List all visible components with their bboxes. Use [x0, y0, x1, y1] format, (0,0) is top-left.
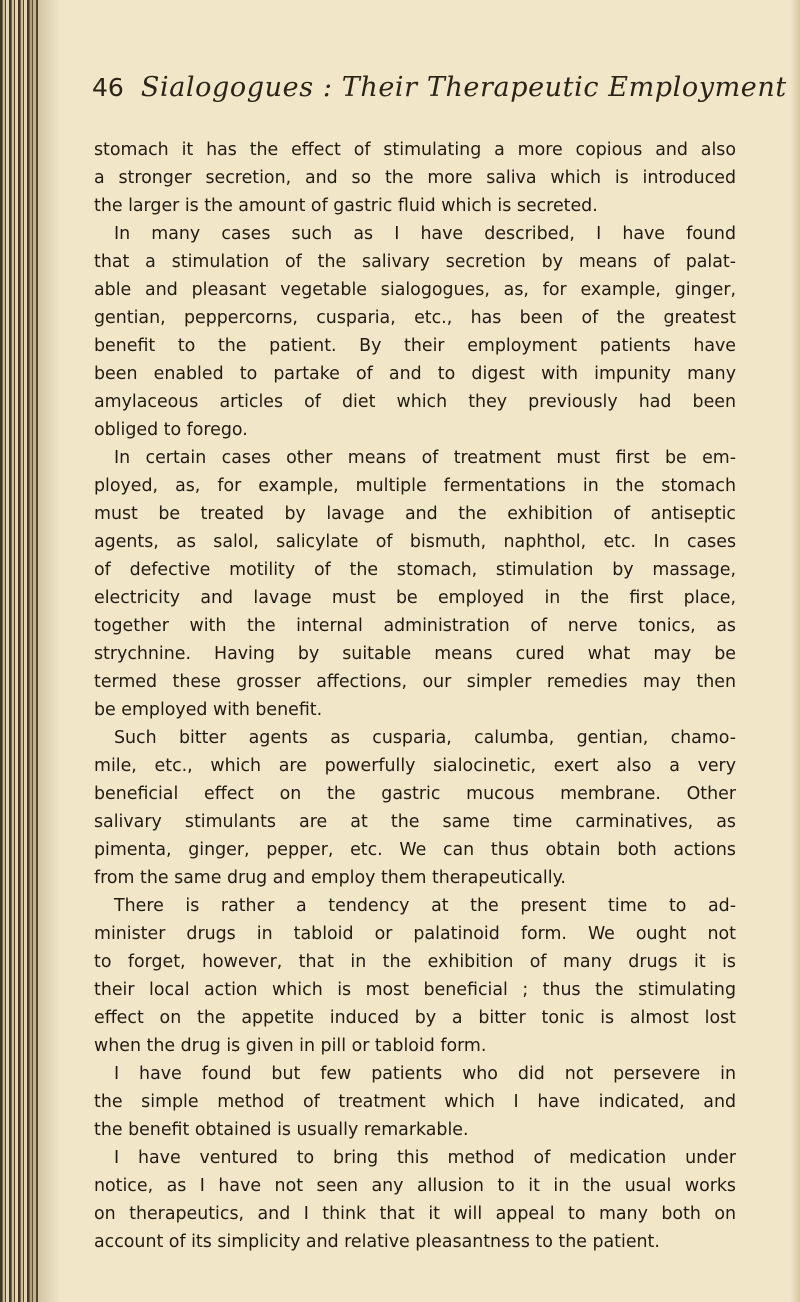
- text-line: of defective motility of the stomach, stimulation by massage,: [94, 560, 736, 580]
- text-line: be employed with benefit.: [94, 700, 323, 720]
- text-line: amylaceous articles of diet which they previously had been: [94, 392, 736, 412]
- text-line: Such bitter agents as cusparia, calumba, gentian, chamo-: [114, 728, 736, 748]
- text-line: pimenta, ginger, pepper, etc. We can thus obtain both actions: [94, 840, 736, 860]
- text-line: their local action which is most beneficial ; thus the stimulating: [94, 980, 736, 1000]
- text-line: In many cases such as I have described, I have found: [114, 224, 736, 244]
- text-line: been enabled to partake of and to digest with impunity many: [94, 364, 736, 384]
- text-line: minister drugs in tabloid or palatinoid form. We ought not: [94, 924, 736, 944]
- text-line: the simple method of treatment which I have indicated, and: [94, 1092, 736, 1112]
- text-line: account of its simplicity and relative pleasantness to the patient.: [94, 1232, 660, 1252]
- text-line: a stronger secretion, and so the more saliva which is introduced: [94, 168, 736, 188]
- text-line: on therapeutics, and I think that it will appeal to many both on: [94, 1204, 736, 1224]
- text-line: benefit to the patient. By their employment patients have: [94, 336, 736, 356]
- text-line: agents, as salol, salicylate of bismuth, naphthol, etc. In cases: [94, 532, 736, 552]
- text-line: In certain cases other means of treatment must first be em-: [114, 448, 736, 468]
- text-line: beneficial effect on the gastric mucous membrane. Other: [94, 784, 736, 804]
- page-number: 46: [92, 73, 124, 102]
- text-line: electricity and lavage must be employed in the first place,: [94, 588, 736, 608]
- text-line: termed these grosser affections, our simpler remedies may then: [94, 672, 736, 692]
- text-line: strychnine. Having by suitable means cured what may be: [94, 644, 736, 664]
- text-line: to forget, however, that in the exhibition of many drugs it is: [94, 952, 736, 972]
- text-line: There is rather a tendency at the present time to ad-: [114, 896, 736, 916]
- text-line: the benefit obtained is usually remarkable.: [94, 1120, 469, 1140]
- text-line: the larger is the amount of gastric fluid which is secreted.: [94, 196, 598, 216]
- text-line: gentian, peppercorns, cusparia, etc., has been of the greatest: [94, 308, 736, 328]
- gutter-shadow: [30, 0, 60, 1302]
- body-text: [94, 136, 736, 1256]
- running-title: Sialogogues : Their Therapeutic Employment: [140, 72, 787, 103]
- text-line: notice, as I have not seen any allusion to it in the usual works: [94, 1176, 736, 1196]
- text-line: I have found but few patients who did not persevere in: [114, 1064, 736, 1084]
- text-line: able and pleasant vegetable sialogogues, as, for example, ginger,: [94, 280, 736, 300]
- text-line: obliged to forego.: [94, 420, 248, 440]
- text-line: mile, etc., which are powerfully sialocinetic, exert also a very: [94, 756, 736, 776]
- text-line: that a stimulation of the salivary secretion by means of palat-: [94, 252, 736, 272]
- page-edge: [790, 0, 800, 1302]
- running-head: [92, 72, 787, 116]
- text-line: effect on the appetite induced by a bitter tonic is almost lost: [94, 1008, 736, 1028]
- text-line: stomach it has the effect of stimulating a more copious and also: [94, 140, 736, 160]
- text-line: must be treated by lavage and the exhibition of antiseptic: [94, 504, 736, 524]
- text-line: salivary stimulants are at the same time carminatives, as: [94, 812, 736, 832]
- text-line: from the same drug and employ them therapeutically.: [94, 868, 566, 888]
- text-line: together with the internal administration of nerve tonics, as: [94, 616, 736, 636]
- text-line: ployed, as, for example, multiple fermentations in the stomach: [94, 476, 736, 496]
- text-line: when the drug is given in pill or tabloid form.: [94, 1036, 487, 1056]
- text-line: I have ventured to bring this method of medication under: [114, 1148, 736, 1168]
